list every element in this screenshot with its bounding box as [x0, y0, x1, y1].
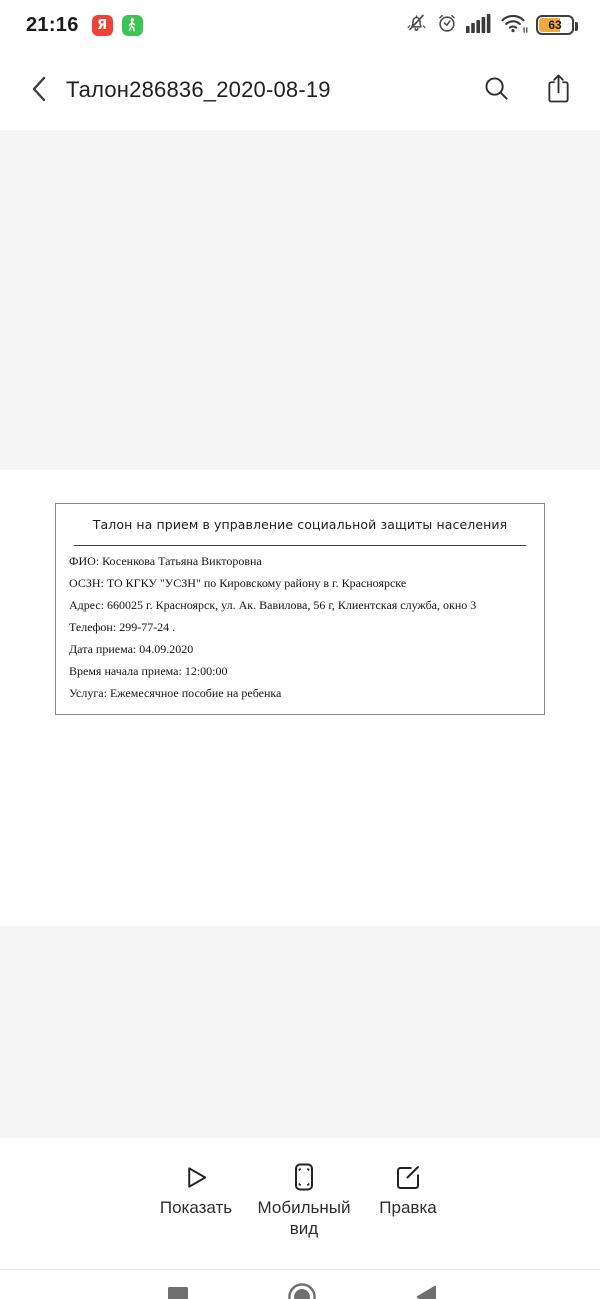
ticket-title: Талон на прием в управление социальной защиты населения	[92, 517, 508, 532]
show-label: Показать	[159, 1198, 233, 1217]
ticket-box	[55, 503, 545, 715]
bell-muted-icon	[405, 11, 428, 39]
ticket-line-service: Услуга: Ежемесячное пособие на ребенка	[69, 686, 282, 700]
share-icon	[545, 73, 572, 107]
file-title: Талон286836_2020-08-19	[66, 77, 331, 102]
signal-icon	[466, 13, 492, 38]
status-bar-right	[405, 11, 574, 39]
share-button[interactable]	[545, 73, 572, 107]
recents-square-icon	[168, 1287, 188, 1299]
android-navbar	[0, 1269, 600, 1299]
ticket-line-date: Дата приема: 04.09.2020	[69, 642, 194, 656]
bottom-toolbar	[0, 1138, 600, 1269]
ticket-line-phone: Телефон: 299-77-24 .	[69, 620, 176, 634]
ticket-line-time: Время начала приема: 12:00:00	[69, 664, 228, 678]
walking-activity-icon	[122, 15, 143, 36]
battery-percent-label: 63	[548, 18, 562, 32]
status-bar	[0, 0, 600, 50]
ticket-divider	[74, 545, 526, 546]
edit-button[interactable]	[362, 1161, 454, 1218]
play-icon	[181, 1161, 212, 1193]
search-button[interactable]	[482, 74, 511, 106]
alarm-icon	[436, 12, 458, 39]
wifi-icon	[500, 12, 528, 39]
status-bar-left	[26, 14, 143, 37]
mobile-view-label: Мобильный вид	[257, 1198, 351, 1238]
ticket-line-oszn: ОСЗН: ТО КГКУ "УСЗН" по Кировскому району в г. Красноярске	[69, 576, 407, 590]
mobile-view-button[interactable]	[248, 1161, 360, 1239]
home-button[interactable]	[272, 1270, 332, 1299]
document-viewport[interactable]	[0, 130, 600, 1138]
edit-icon	[393, 1161, 423, 1193]
edit-label: Правка	[379, 1198, 437, 1217]
mobile-view-icon	[289, 1161, 319, 1193]
back-button[interactable]	[30, 74, 50, 107]
yandex-letter: Я	[97, 17, 108, 33]
document-page	[0, 503, 600, 926]
ticket-line-fio: ФИО: Косенкова Татьяна Викторовна	[69, 554, 262, 568]
home-circle-icon	[287, 1282, 317, 1299]
chevron-left-icon	[30, 74, 50, 107]
battery-cap	[575, 22, 579, 31]
back-nav-button[interactable]	[396, 1270, 456, 1299]
search-icon	[482, 74, 511, 106]
canvas-margin-top	[0, 130, 600, 470]
recents-button[interactable]	[148, 1270, 208, 1299]
canvas-margin-bottom	[0, 926, 600, 1138]
battery-indicator	[536, 15, 574, 35]
clock-label: 21:16	[26, 13, 79, 36]
app-header	[0, 50, 600, 130]
back-triangle-icon	[416, 1285, 436, 1299]
yandex-app-icon	[92, 15, 113, 36]
show-button[interactable]	[146, 1161, 246, 1218]
ticket-line-address: Адрес: 660025 г. Красноярск, ул. Ак. Вавилова, 56 г, Клиентская служба, окно 3	[69, 598, 477, 612]
